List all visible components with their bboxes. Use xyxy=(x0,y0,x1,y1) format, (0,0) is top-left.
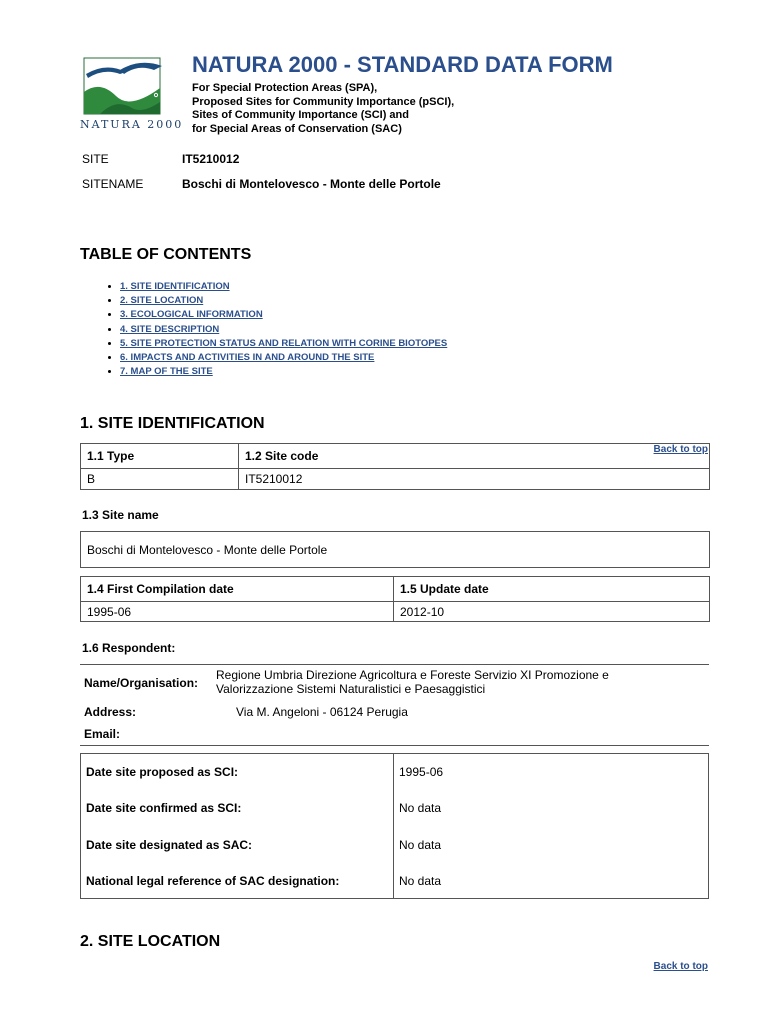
toc-link-site-description[interactable]: 4. SITE DESCRIPTION xyxy=(120,323,220,335)
first-compilation-label: 1.4 First Compilation date xyxy=(81,577,394,602)
page-title: NATURA 2000 - STANDARD DATA FORM xyxy=(192,52,613,77)
natura2000-logo xyxy=(80,52,186,134)
toc-item xyxy=(120,323,447,337)
org-label: Name/Organisation: xyxy=(84,676,199,690)
site-code-value: IT5210012 xyxy=(182,152,240,166)
toc-link-site-location[interactable]: 2. SITE LOCATION xyxy=(120,295,204,307)
toc-item xyxy=(120,365,447,379)
toc-link-site-identification[interactable]: 1. SITE IDENTIFICATION xyxy=(120,281,230,292)
toc-item xyxy=(120,351,447,365)
update-date-value: 2012-10 xyxy=(394,602,710,622)
org-value-line: Valorizzazione Sistemi Naturalistici e Paesaggistici xyxy=(216,682,486,696)
toc-item xyxy=(120,280,447,294)
sitename-value: Boschi di Montelovesco - Monte delle Portole xyxy=(182,177,441,191)
site-label: SITE xyxy=(82,152,109,166)
org-value xyxy=(216,668,609,696)
site-code-cell: IT5210012 xyxy=(239,469,710,490)
first-compilation-value: 1995-06 xyxy=(81,602,394,622)
respondent-label: 1.6 Respondent: xyxy=(82,641,176,655)
toc-link-protection-status[interactable]: 5. SITE PROTECTION STATUS AND RELATION WITH CORINE BIOTOPES xyxy=(120,337,448,349)
date-proposed-sci-label: Date site proposed as SCI: xyxy=(86,765,239,779)
sitename-label: SITENAME xyxy=(82,177,144,191)
national-legal-reference-label: National legal reference of SAC designation: xyxy=(86,874,340,888)
back-to-top-link[interactable]: Back to top xyxy=(653,961,708,972)
email-label: Email: xyxy=(84,727,121,741)
address-label: Address: xyxy=(84,705,137,719)
toc-list xyxy=(100,280,447,379)
national-legal-reference-value: No data xyxy=(399,874,442,888)
subtitle-line: For Special Protection Areas (SPA), xyxy=(192,82,378,94)
date-proposed-sci-value: 1995-06 xyxy=(399,765,444,779)
date-designated-sac-label: Date site designated as SAC: xyxy=(86,838,253,852)
back-to-top-link[interactable]: Back to top xyxy=(653,444,708,455)
address-value: Via M. Angeloni - 06124 Perugia xyxy=(236,705,408,719)
toc-link-ecological-information[interactable]: 3. ECOLOGICAL INFORMATION xyxy=(120,309,263,321)
page-subtitle xyxy=(192,82,454,136)
subtitle-line: Sites of Community Importance (SCI) and xyxy=(192,109,409,121)
site-code-label: 1.2 Site code xyxy=(239,444,710,469)
designation-dates-divider xyxy=(393,753,394,899)
site-name-value: Boschi di Montelovesco - Monte delle Portole xyxy=(81,532,710,568)
toc-item xyxy=(120,294,447,308)
logo-text: NATURA 2000 xyxy=(80,118,184,131)
date-designated-sac-value: No data xyxy=(399,838,442,852)
section1-heading: 1. SITE IDENTIFICATION xyxy=(80,415,265,432)
dates-compilation-table xyxy=(80,576,710,622)
toc-heading: TABLE OF CONTENTS xyxy=(80,246,252,263)
subtitle-line: for Special Areas of Conservation (SAC) xyxy=(192,122,402,135)
toc-item xyxy=(120,337,447,351)
toc-link-map[interactable]: 7. MAP OF THE SITE xyxy=(120,366,213,378)
type-label: 1.1 Type xyxy=(81,444,239,469)
subtitle-line: Proposed Sites for Community Importance (pSCI), xyxy=(192,95,455,108)
date-confirmed-sci-label: Date site confirmed as SCI: xyxy=(86,801,242,815)
site-name-table xyxy=(80,531,710,568)
update-date-label: 1.5 Update date xyxy=(394,577,710,602)
toc-item xyxy=(120,308,447,322)
org-value-line: Regione Umbria Direzione Agricoltura e Foreste Servizio XI Promozione e xyxy=(216,668,609,682)
type-code-table xyxy=(80,443,710,490)
site-name-label: 1.3 Site name xyxy=(82,508,159,522)
type-value: B xyxy=(81,469,239,490)
date-confirmed-sci-value: No data xyxy=(399,801,442,815)
section2-heading: 2. SITE LOCATION xyxy=(80,933,221,950)
toc-link-impacts-activities[interactable]: 6. IMPACTS AND ACTIVITIES IN AND AROUND THE SITE xyxy=(120,351,375,363)
